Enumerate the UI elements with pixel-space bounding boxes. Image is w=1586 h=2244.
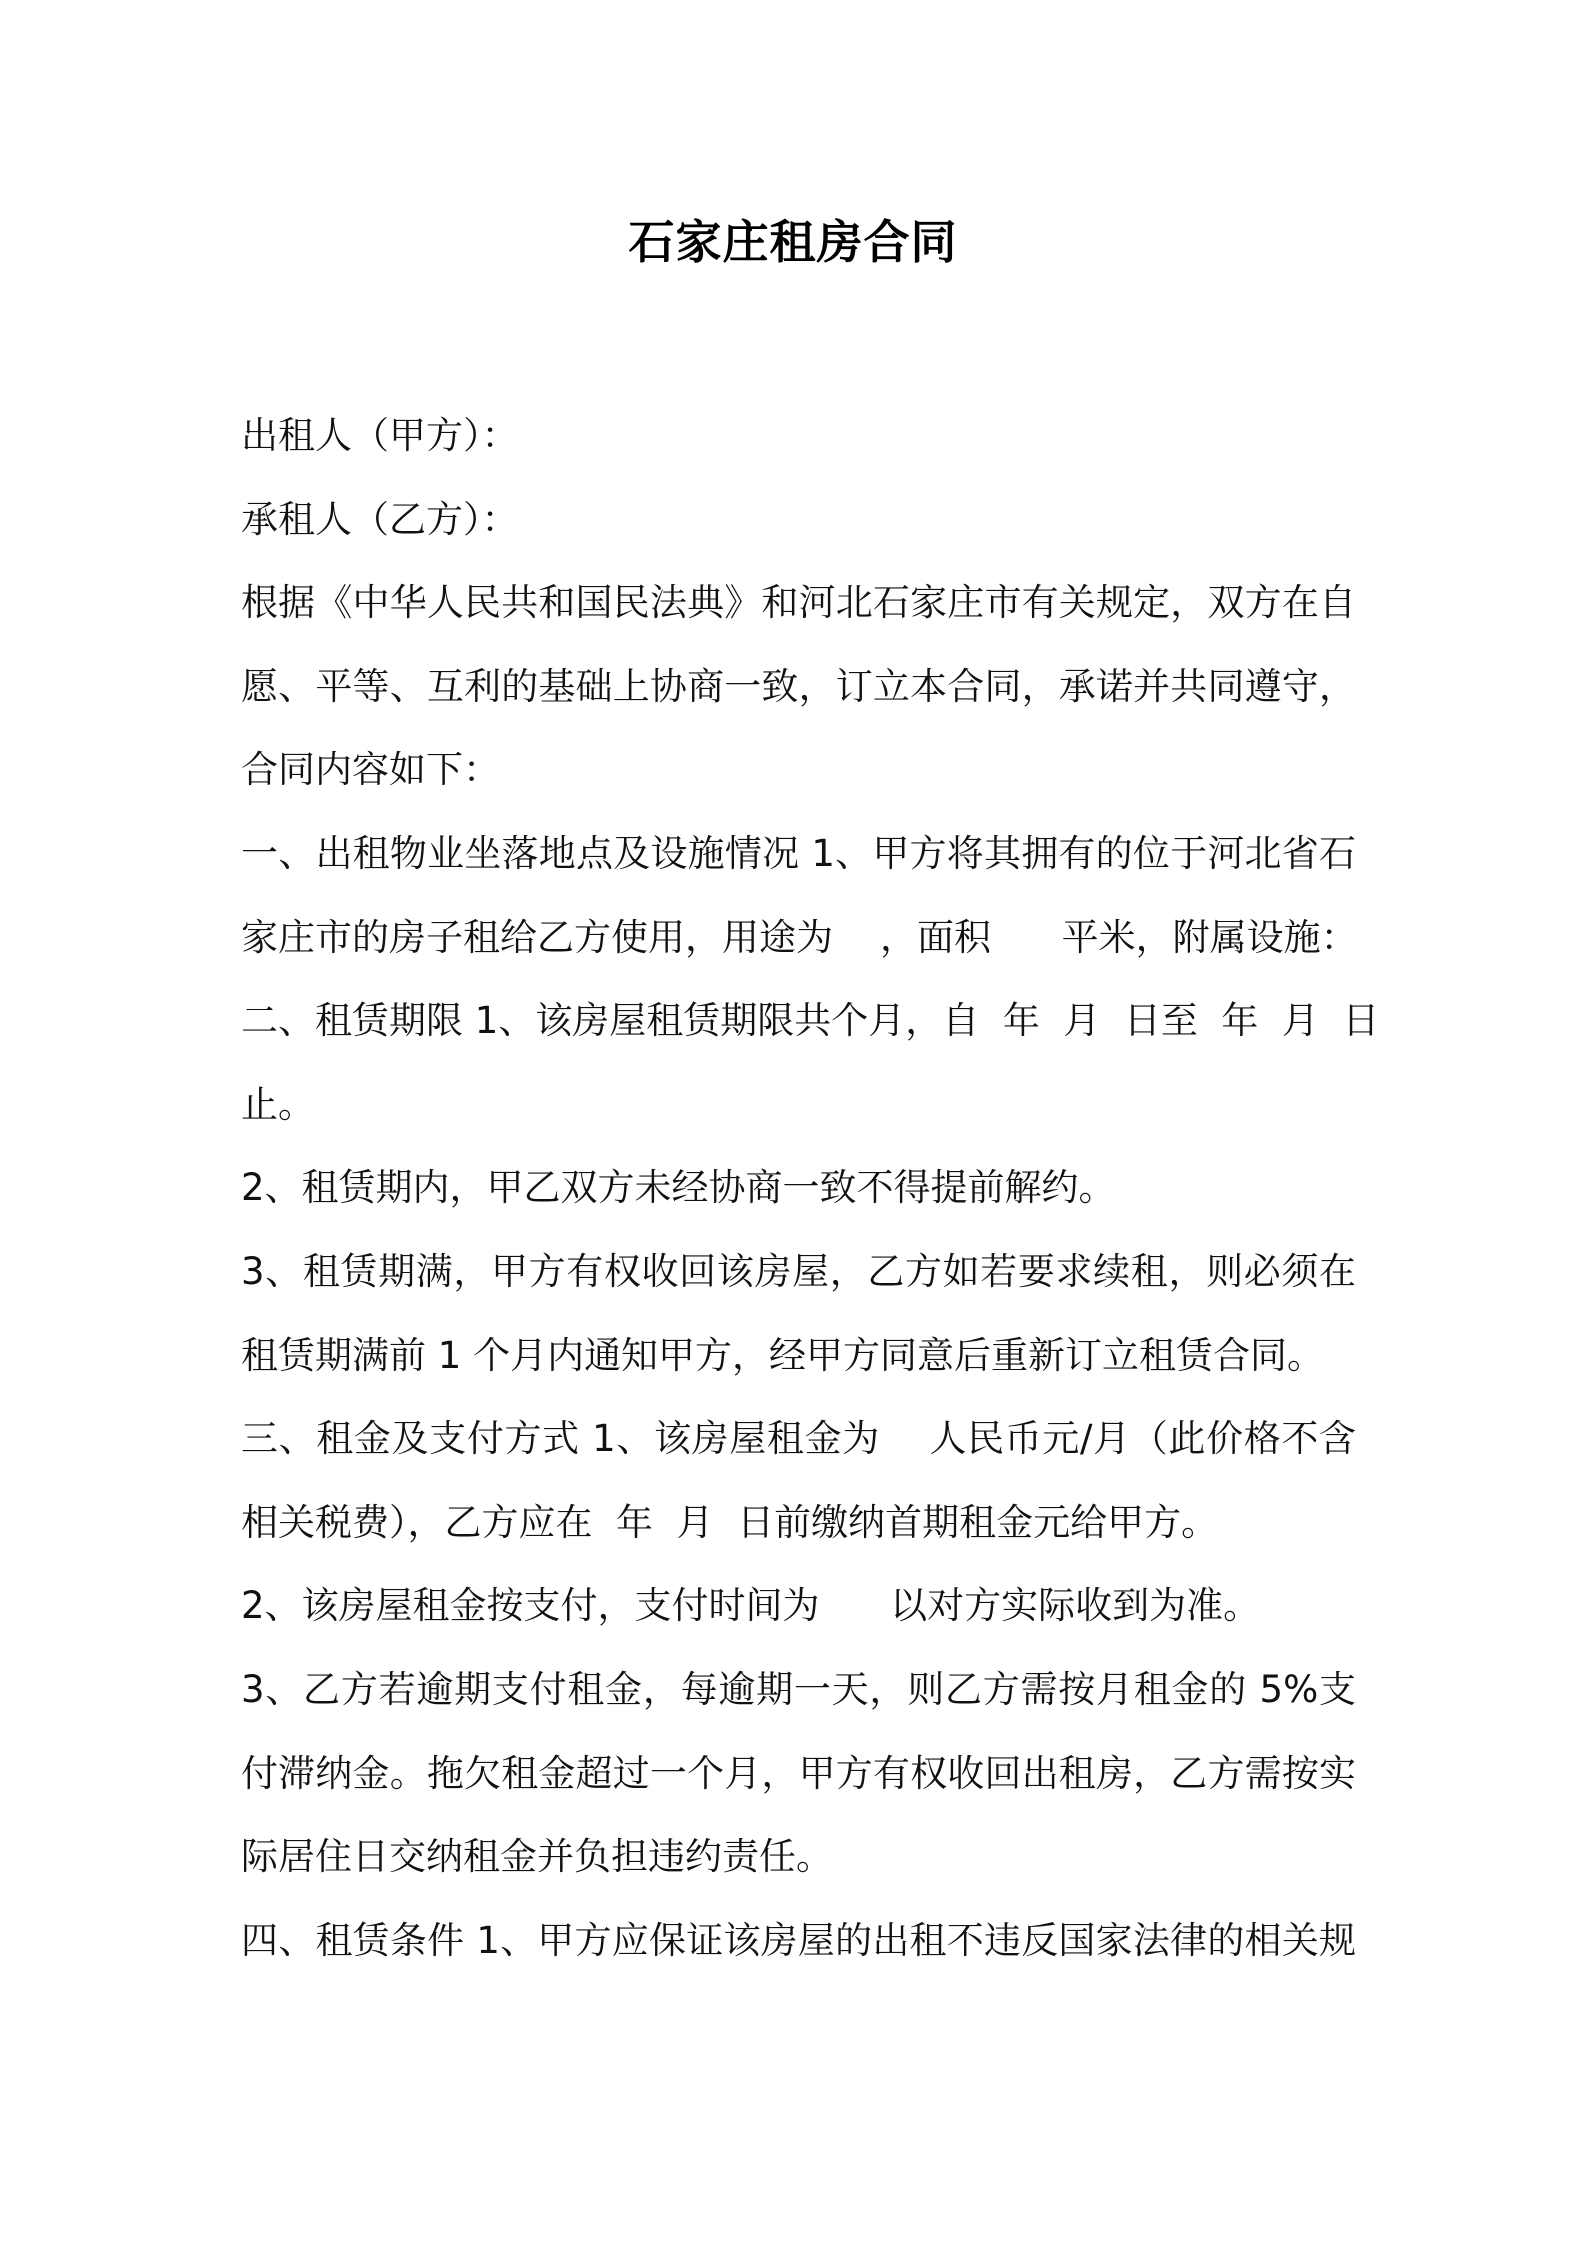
party-a-line: 出租人（甲方）：	[241, 414, 519, 457]
party-b-line: 承租人（乙方）：	[241, 497, 519, 541]
preamble-line-2: 愿、平等、互利的基础上协商一致，订立本合同，承诺并共同遵守，	[241, 664, 1356, 708]
clause-2-item-3-line-1: 3、租赁期满，甲方有权收回该房屋，乙方如若要求续租，则必须在	[241, 1249, 1356, 1293]
clause-1-line-2: 家庄市的房子租给乙方使用，用途为 ，面积 平米，附属设施：	[241, 915, 1358, 959]
clause-3-item-3-line-3: 际居住日交纳租金并负担违约责任。	[241, 1835, 833, 1879]
clause-4-line-1: 四、租赁条件 1、甲方应保证该房屋的出租不违反国家法律的相关规	[241, 1918, 1356, 1962]
contract-body	[241, 406, 1380, 1994]
clause-2-item-2: 2、租赁期内，甲乙双方未经协商一致不得提前解约。	[241, 1166, 1116, 1210]
document-title: 石家庄租房合同	[628, 215, 958, 269]
preamble-line-3: 合同内容如下：	[241, 748, 500, 792]
clause-3-item-3-line-2: 付滞纳金。拖欠租金超过一个月，甲方有权收回出租房，乙方需按实	[241, 1751, 1356, 1795]
clause-2-line-2: 止。	[241, 1082, 315, 1126]
clause-2-item-3-line-2: 租赁期满前 1 个月内通知甲方，经甲方同意后重新订立租赁合同。	[241, 1333, 1325, 1377]
clause-1-line-1: 一、出租物业坐落地点及设施情况 1、甲方将其拥有的位于河北省石	[241, 831, 1356, 875]
clause-3-item-3-line-1: 3、乙方若逾期支付租金，每逾期一天，则乙方需按月租金的 5%支	[241, 1667, 1356, 1711]
clause-3-line-1: 三、租金及支付方式 1、该房屋租金为 人民币元/月（此价格不含	[241, 1417, 1356, 1461]
clause-3-item-2: 2、该房屋租金按支付，支付时间为 以对方实际收到为准。	[241, 1584, 1261, 1628]
clause-3-line-2: 相关税费），乙方应在 年 月 日前缴纳首期租金元给甲方。	[241, 1500, 1219, 1544]
preamble-line-1: 根据《中华人民共和国民法典》和河北石家庄市有关规定，双方在自	[241, 581, 1356, 625]
clause-2-line-1: 二、租赁期限 1、该房屋租赁期限共个月，自 年 月 日至 年 月 日	[241, 999, 1380, 1043]
